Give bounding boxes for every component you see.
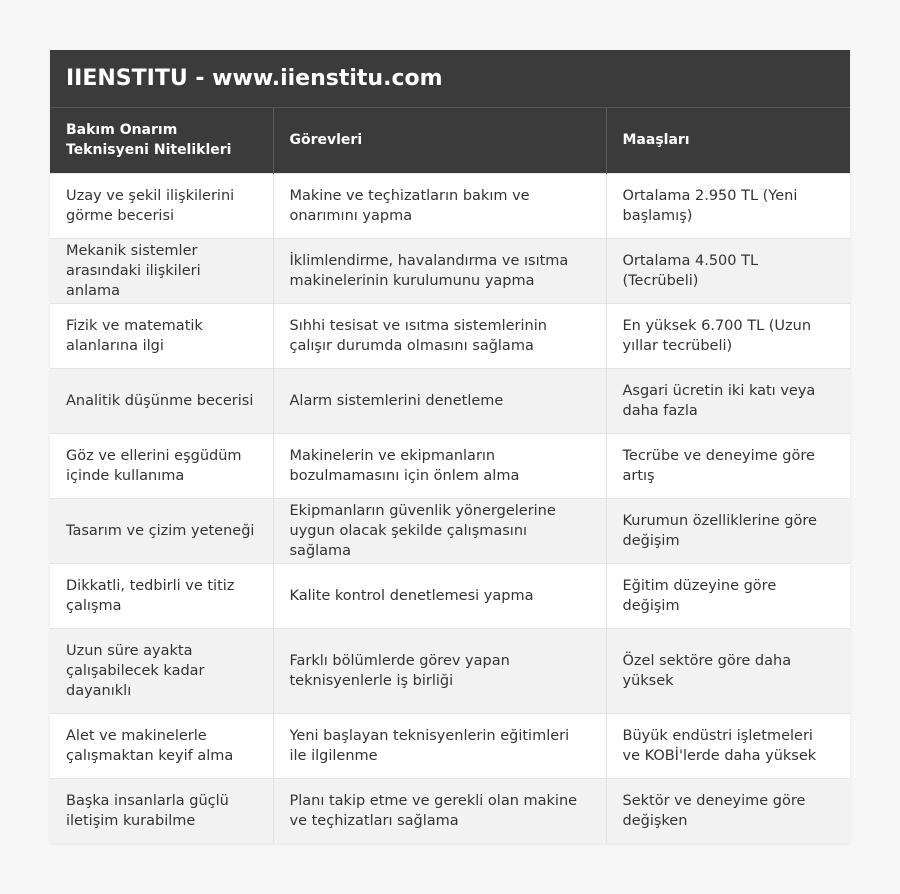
- cell-duty: Makine ve teçhizatların bakım ve onarımını yapma: [273, 173, 606, 238]
- cell-duty: Farklı bölümlerde görev yapan teknisyenlerle iş birliği: [273, 628, 606, 713]
- data-table: [50, 108, 850, 843]
- table-row: [50, 713, 850, 778]
- cell-qualification: Dikkatli, tedbirli ve titiz çalışma: [50, 563, 273, 628]
- cell-salary: Ortalama 2.950 TL (Yeni başlamış): [606, 173, 850, 238]
- table-row: [50, 433, 850, 498]
- cell-qualification: Tasarım ve çizim yeteneği: [50, 498, 273, 563]
- cell-salary: Ortalama 4.500 TL (Tecrübeli): [606, 238, 850, 303]
- table-body: [50, 173, 850, 843]
- cell-qualification: Başka insanlarla güçlü iletişim kurabilme: [50, 778, 273, 843]
- cell-qualification: Uzun süre ayakta çalışabilecek kadar dayanıklı: [50, 628, 273, 713]
- cell-duty: Sıhhi tesisat ve ısıtma sistemlerinin çalışır durumda olmasını sağlama: [273, 303, 606, 368]
- cell-qualification: Göz ve ellerini eşgüdüm içinde kullanıma: [50, 433, 273, 498]
- column-header-salaries: Maaşları: [606, 108, 850, 173]
- cell-salary: Kurumun özelliklerine göre değişim: [606, 498, 850, 563]
- cell-qualification: Analitik düşünme becerisi: [50, 368, 273, 433]
- cell-salary: Tecrübe ve deneyime göre artış: [606, 433, 850, 498]
- cell-duty: Kalite kontrol denetlemesi yapma: [273, 563, 606, 628]
- cell-qualification: Uzay ve şekil ilişkilerini görme becerisi: [50, 173, 273, 238]
- cell-qualification: Alet ve makinelerle çalışmaktan keyif alma: [50, 713, 273, 778]
- table-row: [50, 778, 850, 843]
- cell-salary: Eğitim düzeyine göre değişim: [606, 563, 850, 628]
- cell-salary: En yüksek 6.700 TL (Uzun yıllar tecrübeli): [606, 303, 850, 368]
- cell-salary: Sektör ve deneyime göre değişken: [606, 778, 850, 843]
- table-row: [50, 173, 850, 238]
- cell-duty: Planı takip etme ve gerekli olan makine ve teçhizatları sağlama: [273, 778, 606, 843]
- column-header-qualifications: Bakım Onarım Teknisyeni Nitelikleri: [50, 108, 273, 173]
- table-header: [50, 108, 850, 173]
- cell-duty: Makinelerin ve ekipmanların bozulmamasını için önlem alma: [273, 433, 606, 498]
- table-row: [50, 628, 850, 713]
- cell-duty: Ekipmanların güvenlik yönergelerine uygun olacak şekilde çalışmasını sağlama: [273, 498, 606, 563]
- cell-duty: Alarm sistemlerini denetleme: [273, 368, 606, 433]
- header-row: [50, 108, 850, 173]
- column-header-duties: Görevleri: [273, 108, 606, 173]
- salary-table-card: [50, 50, 850, 843]
- table-row: [50, 368, 850, 433]
- cell-salary: Asgari ücretin iki katı veya daha fazla: [606, 368, 850, 433]
- cell-salary: Özel sektöre göre daha yüksek: [606, 628, 850, 713]
- table-row: [50, 303, 850, 368]
- cell-qualification: Fizik ve matematik alanlarına ilgi: [50, 303, 273, 368]
- cell-qualification: Mekanik sistemler arasındaki ilişkileri anlama: [50, 238, 273, 303]
- table-row: [50, 498, 850, 563]
- table-title: IIENSTITU - www.iienstitu.com: [50, 50, 850, 108]
- cell-salary: Büyük endüstri işletmeleri ve KOBİ'lerde daha yüksek: [606, 713, 850, 778]
- cell-duty: Yeni başlayan teknisyenlerin eğitimleri ile ilgilenme: [273, 713, 606, 778]
- cell-duty: İklimlendirme, havalandırma ve ısıtma makinelerinin kurulumunu yapma: [273, 238, 606, 303]
- table-row: [50, 238, 850, 303]
- table-row: [50, 563, 850, 628]
